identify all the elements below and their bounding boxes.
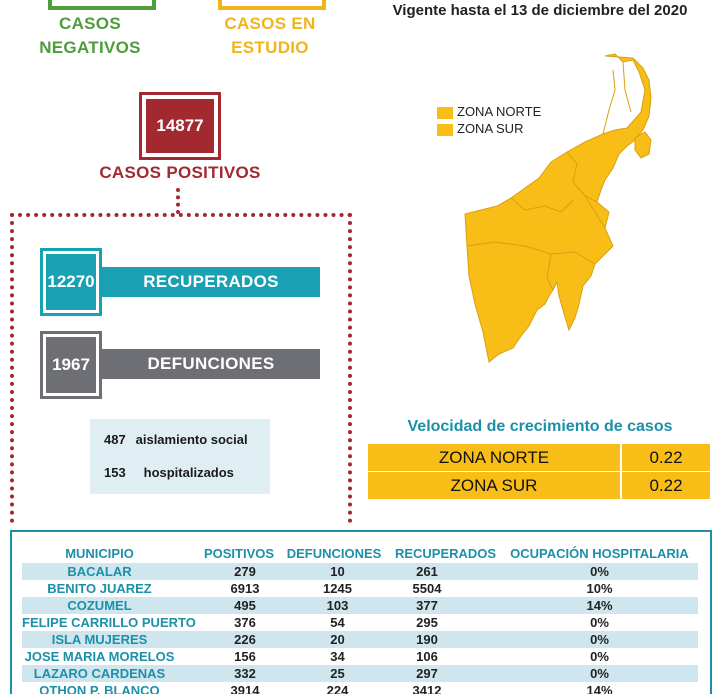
velocidad-valor: 0.22: [649, 448, 683, 467]
header-ocupacion: OCUPACIÓN HOSPITALARIA: [510, 546, 689, 561]
legend-zona-sur: ZONA SUR: [437, 121, 523, 136]
hospitalizados-row: 153 hospitalizados: [104, 465, 234, 480]
header-recuperados: RECUPERADOS: [394, 546, 497, 561]
defunciones-value: 1967: [46, 337, 96, 393]
dotted-frame-top: [10, 213, 352, 217]
quintana-roo-map: [455, 50, 670, 370]
table-row: LAZARO CARDENAS 332 25 297 0%: [22, 665, 698, 682]
header-positivos: POSITIVOS: [203, 546, 275, 561]
velocidad-row-sur: [368, 472, 710, 499]
defunciones-bar: [102, 349, 320, 379]
defunciones-label: DEFUNCIONES: [147, 354, 275, 373]
dotted-connector: [176, 188, 180, 214]
estudio-label: CASOS EN ESTUDIO: [224, 14, 316, 57]
zona-norte-swatch: [437, 107, 453, 119]
table-row: FELIPE CARRILLO PUERTO 376 54 295 0%: [22, 615, 609, 630]
table-row: JOSE MARIA MORELOS 156 34 106 0%: [24, 649, 609, 664]
velocidad-valor: 0.22: [649, 476, 683, 495]
velocidad-row-norte: [368, 444, 710, 471]
velocidad-zona: ZONA NORTE: [438, 448, 550, 467]
positivos-label: CASOS POSITIVOS: [99, 163, 261, 182]
table-row: BACALAR 279 10 261 0%: [22, 563, 698, 580]
table-row: BENITO JUAREZ 6913 1245 5504 10%: [47, 581, 613, 596]
estudio-box: [218, 0, 326, 10]
dotted-frame-right: [348, 213, 352, 523]
recuperados-label: RECUPERADOS: [143, 272, 279, 291]
table-row: COZUMEL 495 103 377 14%: [22, 597, 698, 614]
header-municipio: MUNICIPIO: [65, 546, 134, 561]
table-row: OTHON P. BLANCO 3914 224 3412 14%: [39, 683, 613, 694]
aislamiento-box: [90, 419, 270, 494]
defunciones-box: [40, 331, 102, 399]
dotted-frame-left: [10, 213, 14, 523]
header-defunciones: DEFUNCIONES: [286, 546, 382, 561]
zona-sur-swatch: [437, 124, 453, 136]
table-row: ISLA MUJERES 226 20 190 0%: [22, 631, 698, 648]
map-state-shape: [465, 54, 651, 362]
negativos-box: [48, 0, 156, 10]
recuperados-bar: [102, 267, 320, 297]
positivos-box: [139, 92, 221, 160]
aislamiento-row: 487 aislamiento social: [104, 432, 248, 447]
velocidad-zona: ZONA SUR: [450, 476, 538, 495]
recuperados-box: [40, 248, 102, 316]
recuperados-value: 12270: [46, 254, 96, 310]
positivos-value: 14877: [146, 99, 214, 153]
velocidad-title: Velocidad de crecimiento de casos: [407, 418, 673, 435]
legend-zona-norte: ZONA NORTE: [437, 104, 541, 119]
negativos-label: CASOS NEGATIVOS: [39, 14, 141, 57]
vigencia-text: Vigente hasta el 13 de diciembre del 2020: [392, 2, 688, 19]
